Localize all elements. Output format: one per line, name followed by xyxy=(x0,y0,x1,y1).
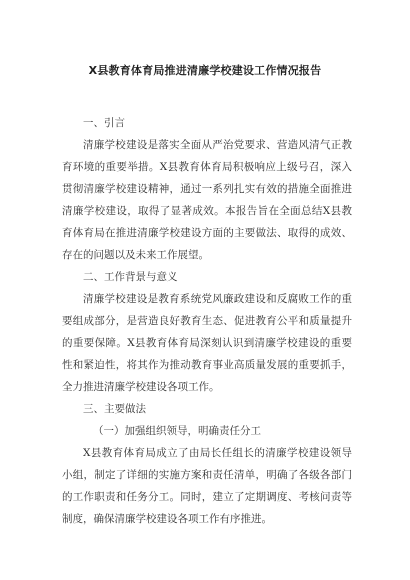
document-title: X县教育体育局推进清廉学校建设工作情况报告 xyxy=(88,64,322,77)
paragraph-intro: 清廉学校建设是落实全面从严治党要求、营造风清气正教育环境的重要举措。X县教育体育局积极响应上级号召，深入贯彻清廉学校建设精神，通过一系列扎实有效的措施全面推进清廉学校建设，取得了显著成效。本报告旨在全面总结X县教育体育局在推进清廉学校建设方面的主要做法、取得的成效、存在的问题以及未来工作展望。 xyxy=(62,139,352,261)
subheading-organization-leadership: （一）加强组织领导，明确责任分工 xyxy=(93,425,261,437)
paragraph-organization-leadership: X县教育体育局成立了由局长任组长的清廉学校建设领导小组，制定了详细的实施方案和责任清单，明确了各级各部门的工作职责和任务分工。同时，建立了定期调度、考核问责等制度，确保清廉学校建设各项工作有序推进。 xyxy=(62,447,352,525)
paragraph-background: 清廉学校建设是教育系统党风廉政建设和反腐败工作的重要组成部分，是营造良好教育生态、促进教育公平和质量提升的重要保障。X县教育体育局深刻认识到清廉学校建设的重要性和紧迫性，将其作为推动教育事业高质量发展的重要抓手，全力推进清廉学校建设各项工作。 xyxy=(62,293,352,393)
section-heading-intro: 一、引言 xyxy=(83,117,125,129)
document-body xyxy=(62,112,352,530)
section-heading-main-practices: 三、主要做法 xyxy=(83,403,146,415)
section-heading-background: 二、工作背景与意义 xyxy=(83,271,178,283)
